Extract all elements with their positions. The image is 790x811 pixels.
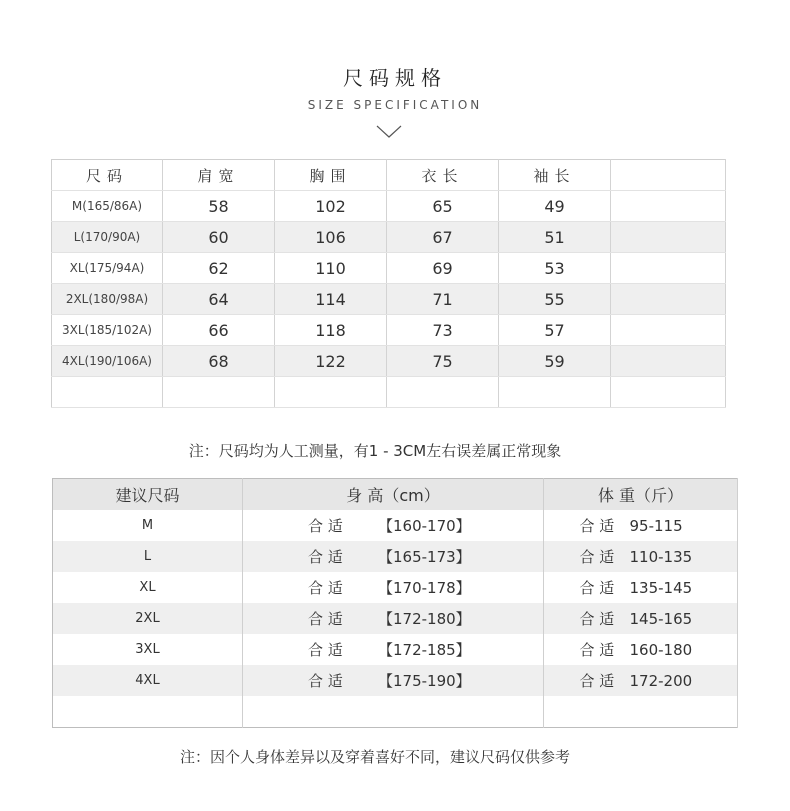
- rec-cell-weight: [544, 634, 738, 665]
- spec-cell-chest: [275, 377, 387, 408]
- rec-cell-weight: [544, 541, 738, 572]
- spec-cell-length: 69: [387, 253, 499, 284]
- table-row: [52, 315, 726, 346]
- height-range: 【172-180】: [378, 610, 471, 628]
- height-range: 【175-190】: [378, 672, 471, 690]
- spec-cell-chest: 102: [275, 191, 387, 222]
- spec-cell-sleeve: [499, 377, 611, 408]
- rec-cell-weight: [544, 572, 738, 603]
- page-subtitle: SIZE SPECIFICATION: [307, 98, 483, 112]
- spec-cell-sleeve: 49: [499, 191, 611, 222]
- spec-cell-length: 71: [387, 284, 499, 315]
- page-title: 尺码规格: [343, 66, 447, 90]
- rec-cell-size: M: [53, 510, 243, 541]
- fit-label: 合 适: [308, 579, 343, 597]
- spec-cell-sleeve: 57: [499, 315, 611, 346]
- spec-cell-shoulder: [163, 377, 275, 408]
- spec-cell-shoulder: 68: [163, 346, 275, 377]
- fit-label: 合 适: [579, 610, 615, 628]
- rec-cell-size: 3XL: [53, 634, 243, 665]
- spec-cell-length: 65: [387, 191, 499, 222]
- fit-label: 合 适: [579, 672, 615, 690]
- weight-range: 135-145: [629, 579, 693, 597]
- spec-header-shoulder: 肩宽: [163, 160, 275, 191]
- rec-cell-height: [243, 665, 544, 696]
- spec-cell-shoulder: 64: [163, 284, 275, 315]
- recommendation-note: 注：因个人身体差异以及穿着喜好不同，建议尺码仅供参考: [179, 748, 570, 766]
- spec-cell-size: 2XL(180/98A): [52, 284, 163, 315]
- spec-header-size: 尺码: [52, 160, 163, 191]
- spec-cell-length: [387, 377, 499, 408]
- height-range: 【160-170】: [378, 517, 471, 535]
- size-recommendation-table: [52, 478, 738, 728]
- spec-cell-sleeve: 55: [499, 284, 611, 315]
- height-range: 【170-178】: [378, 579, 471, 597]
- chevron-down-icon: [376, 124, 402, 140]
- spec-cell-shoulder: 58: [163, 191, 275, 222]
- spec-cell-size: 3XL(185/102A): [52, 315, 163, 346]
- fit-label: 合 适: [579, 548, 615, 566]
- spec-cell-chest: 106: [275, 222, 387, 253]
- fit-label: 合 适: [308, 517, 343, 535]
- spec-cell-blank: [611, 284, 726, 315]
- rec-cell-weight: [544, 510, 738, 541]
- spec-cell-shoulder: 60: [163, 222, 275, 253]
- fit-label: 合 适: [308, 641, 343, 659]
- spec-header-row: [52, 160, 726, 191]
- rec-cell-height: [243, 541, 544, 572]
- spec-cell-blank: [611, 315, 726, 346]
- rec-cell-size: 2XL: [53, 603, 243, 634]
- spec-cell-size: XL(175/94A): [52, 253, 163, 284]
- measurement-note: 注：尺码均为人工测量，有1 - 3CM左右误差属正常现象: [188, 442, 562, 460]
- rec-header-size: 建议尺码: [53, 479, 243, 511]
- table-row: [52, 346, 726, 377]
- spec-cell-length: 73: [387, 315, 499, 346]
- rec-cell-empty: [544, 696, 738, 728]
- rec-cell-size: XL: [53, 572, 243, 603]
- spec-cell-size: L(170/90A): [52, 222, 163, 253]
- table-row: [52, 222, 726, 253]
- table-row: [53, 541, 738, 572]
- height-range: 【165-173】: [378, 548, 471, 566]
- size-spec-table: [51, 159, 726, 408]
- weight-range: 95-115: [629, 517, 683, 535]
- spec-cell-size: [52, 377, 163, 408]
- spec-cell-chest: 122: [275, 346, 387, 377]
- rec-cell-height: [243, 510, 544, 541]
- rec-cell-weight: [544, 665, 738, 696]
- fit-label: 合 适: [308, 672, 343, 690]
- fit-label: 合 适: [308, 610, 343, 628]
- spec-header-blank: [611, 160, 726, 191]
- spec-cell-length: 75: [387, 346, 499, 377]
- spec-cell-shoulder: 66: [163, 315, 275, 346]
- table-row: [53, 510, 738, 541]
- rec-cell-empty: [53, 696, 243, 728]
- table-row: [52, 284, 726, 315]
- rec-cell-height: [243, 603, 544, 634]
- spec-cell-blank: [611, 222, 726, 253]
- rec-header-height: 身 高（cm）: [243, 479, 544, 511]
- weight-range: 110-135: [629, 548, 693, 566]
- rec-cell-size: 4XL: [53, 665, 243, 696]
- spec-cell-size: M(165/86A): [52, 191, 163, 222]
- spec-header-length: 衣长: [387, 160, 499, 191]
- table-row: [52, 377, 726, 408]
- spec-cell-blank: [611, 377, 726, 408]
- table-row: [53, 634, 738, 665]
- rec-header-row: [53, 479, 738, 511]
- rec-cell-empty: [243, 696, 544, 728]
- table-row: [53, 696, 738, 728]
- spec-header-sleeve: 袖长: [499, 160, 611, 191]
- table-row: [53, 572, 738, 603]
- spec-cell-shoulder: 62: [163, 253, 275, 284]
- fit-label: 合 适: [579, 579, 615, 597]
- height-range: 【172-185】: [378, 641, 471, 659]
- spec-cell-size: 4XL(190/106A): [52, 346, 163, 377]
- rec-cell-height: [243, 572, 544, 603]
- table-row: [53, 603, 738, 634]
- spec-cell-sleeve: 51: [499, 222, 611, 253]
- spec-cell-blank: [611, 191, 726, 222]
- rec-cell-height: [243, 634, 544, 665]
- spec-header-chest: 胸围: [275, 160, 387, 191]
- table-row: [53, 665, 738, 696]
- spec-cell-length: 67: [387, 222, 499, 253]
- weight-range: 145-165: [629, 610, 693, 628]
- spec-cell-chest: 114: [275, 284, 387, 315]
- rec-cell-weight: [544, 603, 738, 634]
- spec-cell-sleeve: 53: [499, 253, 611, 284]
- spec-cell-chest: 110: [275, 253, 387, 284]
- weight-range: 160-180: [629, 641, 693, 659]
- table-row: [52, 191, 726, 222]
- spec-cell-chest: 118: [275, 315, 387, 346]
- spec-cell-blank: [611, 253, 726, 284]
- spec-cell-sleeve: 59: [499, 346, 611, 377]
- fit-label: 合 适: [579, 517, 615, 535]
- fit-label: 合 适: [579, 641, 615, 659]
- weight-range: 172-200: [629, 672, 693, 690]
- rec-header-weight: 体 重（斤）: [544, 479, 738, 511]
- rec-cell-size: L: [53, 541, 243, 572]
- table-row: [52, 253, 726, 284]
- spec-cell-blank: [611, 346, 726, 377]
- fit-label: 合 适: [308, 548, 343, 566]
